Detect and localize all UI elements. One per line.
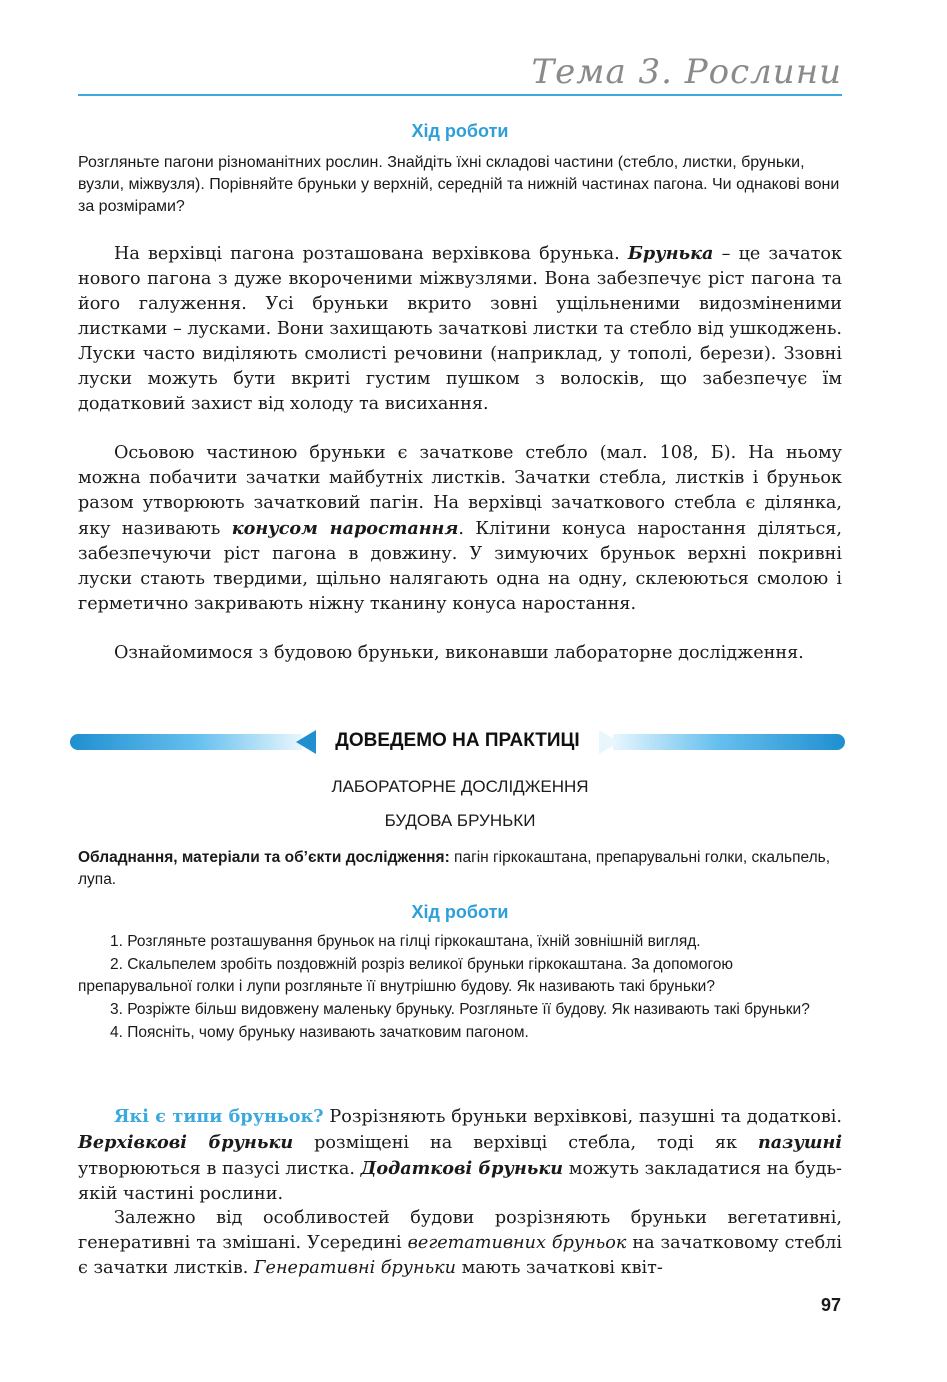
equipment-label: Обладнання, матеріали та об’єкти дослідження: [78,849,450,866]
term-vegetative-buds: вегетативних бруньок [407,1233,627,1253]
paragraph-lab-intro: Ознайомимося з будовою бруньки, виконавши лабораторне дослідження. [114,643,804,663]
text-span: мають зачаткові квіт- [456,1258,663,1278]
text-span: Залежно від особливостей будови розрізняють бруньки вегетативні, генеративні та змішані. Усередині [78,1208,842,1253]
lab-procedure-heading: Хід роботи [411,902,509,922]
chapter-title: Тема 3. Рослини [531,52,842,92]
term-bud: Брунька [627,243,714,264]
text-span: розміщені на верхівці стебла, тоді як [293,1133,758,1153]
paragraph-bud-structure [78,441,842,617]
term-adventitious-buds: Додаткові бруньки [360,1158,564,1179]
practice-banner [70,728,845,756]
paragraph-bud-types [78,1104,842,1207]
text-span: . Клітини конуса наростання діляться, забезпечуючи ріст пагона в довжину. У зимуючих бруньок верхні покривні луски стають твердими, щільно налягають одна на одну, склеюються смолою і герметично закривають ніжну тканину конуса наростання. [78,519,842,614]
text-span: на зачатковому стеблі є зачатки листків. [78,1233,842,1278]
text-span: – це зачаток нового пагона з дуже вкороченими міжвузлями. Вона забезпечує ріст пагона та його галуження. Усі бруньки вкрито зовні ущільненими видозміненими листками – лусками. Вони захищають зачаткові листки та стебло від ушкоджень. Луски часто виділяють смолисті речовини (наприклад, у тополі, берези). Ззовні луски можуть бути вкриті густим пушком з волосків, що забезпечує їм додатковий захист від холоду та висихання. [78,244,843,414]
header-rule [78,94,842,96]
paragraph-bud-definition [78,241,842,417]
question-heading: Які є типи бруньок? [114,1106,324,1127]
page-number: 97 [820,1295,841,1315]
text-span: можуть закладатися на будь-якій частині рослини. [78,1159,843,1204]
term-growth-cone: конусом наростання [231,518,459,539]
lab-equipment [78,847,842,891]
lab-step: 4. Поясніть, чому бруньку називають зачатковим пагоном. [110,1024,529,1041]
term-apical-buds: Верхівкові бруньки [78,1132,294,1153]
text-span: утворюються в пазусі листка. [78,1159,361,1179]
banner-label: ДОВЕДЕМО НА ПРАКТИЦІ [335,730,580,751]
text-span: Осьовою частиною бруньки є зачаткове стебло (мал. 108, Б). На ньому можна побачити зачатки майбутніх листків. Зачатки стебла, листків і бруньок разом утворюють зачатковий пагін. На верхівці зачаткового стебла є ділянка, яку називають [78,443,842,539]
lab-steps-list [78,931,842,1045]
observation-instructions: Розгляньте пагони різноманітних рослин. Знайдіть їхні складові частини (стебло, листки, бруньки, вузли, міжвузля). Порівняйте бруньки у верхній, середній та нижній частинах пагона. Чи однакові вони за розмірами? [78,154,840,215]
lab-title: ЛАБОРАТОРНЕ ДОСЛІДЖЕННЯ [331,777,589,796]
lab-subtitle: БУДОВА БРУНЬКИ [384,811,536,830]
lab-step: 2. Скальпелем зробіть поздовжній розріз великої бруньки гіркокаштана. За допомогою препарувальної голки і лупи розгляньте її внутрішню будову. Як називають такі бруньки? [78,956,734,995]
term-axillary: пазушні [757,1132,843,1153]
paragraph-bud-kinds [78,1206,842,1281]
lab-step: 1. Розгляньте розташування бруньок на гілці гіркокаштана, їхній зовнішній вигляд. [110,933,701,950]
lab-step: 3. Розріжте більш видовжену маленьку бруньку. Розгляньте її будову. Як називають такі бруньки? [110,1001,810,1018]
text-span: Розрізняють бруньки верхівкові, пазушні та додаткові. [323,1107,842,1127]
equipment-value: пагін гіркокаштана, препарувальні голки, скальпель, лупа. [78,849,831,888]
work-procedure-heading: Хід роботи [411,121,509,141]
term-generative-buds: Генеративні бруньки [253,1258,456,1278]
text-span: На верхівці пагона розташована верхівкова брунька. [114,244,628,264]
